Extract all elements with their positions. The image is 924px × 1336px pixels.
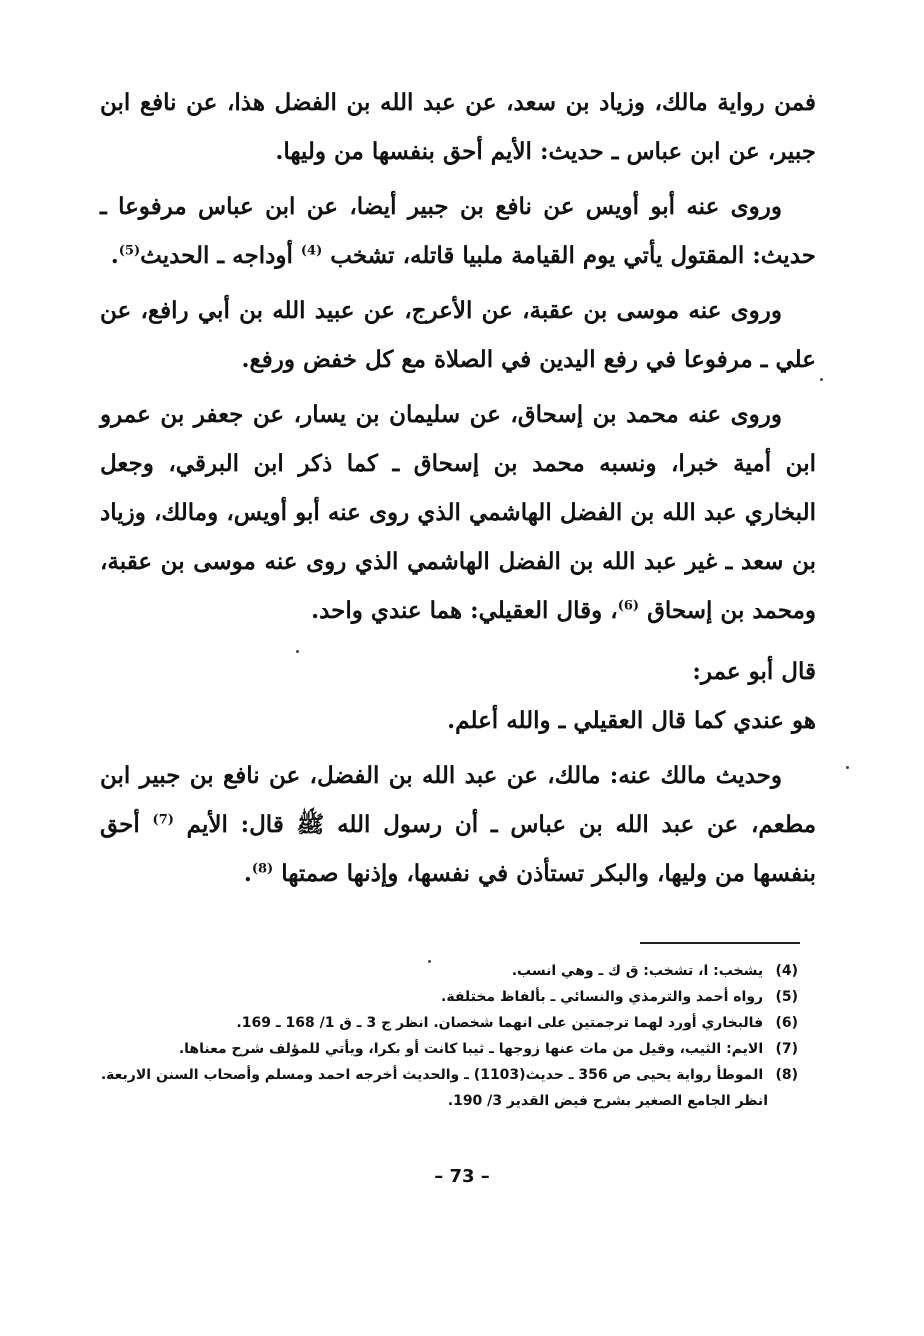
main-text bbox=[100, 78, 816, 904]
footnote-ref-6[interactable]: (6) bbox=[617, 598, 640, 614]
footnote-ref-5[interactable]: (5) bbox=[118, 243, 141, 259]
footnote-4 bbox=[92, 958, 798, 984]
footnote-7 bbox=[92, 1036, 798, 1062]
scan-speck bbox=[846, 766, 849, 769]
footnote-8-continuation: انظر الجامع الصغير بشرح فيض القدير 3/ 190. bbox=[447, 1093, 768, 1109]
footnote-text: رواه أحمد والترمذي والنسائي ـ بألفاظ مختلفة. bbox=[441, 989, 764, 1005]
page-number: – 73 – bbox=[434, 1166, 490, 1187]
footnote-text: يشخب: ا، تشخب: ق ك ـ وهي انسب. bbox=[511, 963, 764, 979]
footnote-number: (4) bbox=[775, 963, 798, 979]
paragraph-5 bbox=[100, 751, 816, 898]
footnotes bbox=[92, 958, 798, 1114]
paragraph-1 bbox=[100, 78, 816, 176]
footnote-separator bbox=[640, 942, 800, 944]
paragraph-4-text-after: ، وقال العقيلي: هما عندي واحد. bbox=[311, 597, 618, 624]
paragraph-4-text-before: وروى عنه محمد بن إسحاق، عن سليمان بن يسار، عن جعفر بن عمرو ابن أمية خبرا، ونسبه محمد بن إسحاق ـ كما ذكر ابن البرقي، وجعل البخاري عبد الله بن الفضل الهاشمي الذي روى عنه أبو أويس، ومالك، وزياد بن سعد ـ غير عبد الله بن الفضل الهاشمي الذي روى عنه موسى بن عقبة، ومحمد بن إسحاق bbox=[100, 401, 816, 624]
footnote-ref-7[interactable]: (7) bbox=[152, 812, 174, 828]
footnote-ref-4[interactable]: (4) bbox=[300, 243, 323, 259]
paragraph-3 bbox=[100, 286, 816, 384]
paragraph-5-text-before: وحديث مالك عنه: مالك، عن عبد الله بن الفضل، عن نافع بن جبير ابن مطعم، عن عبد الله بن عباس ـ أن رسول الله ﷺ قال: الأيم bbox=[100, 762, 817, 838]
footnote-5 bbox=[92, 984, 798, 1010]
heading-line: هو عندي كما قال العقيلي ـ والله أعلم. bbox=[447, 707, 816, 734]
footnote-8 bbox=[92, 1062, 798, 1088]
paragraph-2-text-before: وروى عنه أبو أويس عن نافع بن جبير أيضا، عن ابن عباس مرفوعا ـ حديث: المقتول يأتي يوم القيامة ملبيا قاتله، تشخب bbox=[100, 193, 816, 269]
scan-speck bbox=[296, 650, 299, 653]
paragraph-5-text-middle: أحق بنفسها من وليها، والبكر تستأذن في نفسها، وإذنها صمتها bbox=[100, 811, 816, 887]
footnote-number: (5) bbox=[775, 989, 798, 1005]
footnote-text: الموطأ رواية يحيى ص 356 ـ حديث(1103) ـ والحديث أخرجه احمد ومسلم وأصحاب السنن الاربعة. bbox=[100, 1067, 764, 1083]
footnote-ref-8[interactable]: (8) bbox=[251, 861, 274, 877]
paragraph-1-text: فمن رواية مالك، وزياد بن سعد، عن عبد الله بن الفضل هذا، عن نافع ابن جبير، عن ابن عباس ـ حديث: الأيم أحق بنفسها من وليها. bbox=[100, 89, 816, 165]
scan-speck bbox=[820, 378, 823, 381]
paragraph-5-text-after: . bbox=[243, 860, 252, 887]
footnote-number: (8) bbox=[775, 1067, 798, 1083]
paragraph-3-text: وروى عنه موسى بن عقبة، عن الأعرج، عن عبيد الله بن أبي رافع، عن علي ـ مرفوعا في رفع اليدين في الصلاة مع كل خفض ورفع. bbox=[100, 297, 816, 373]
footnote-number: (6) bbox=[775, 1015, 798, 1031]
paragraph-2 bbox=[100, 182, 816, 280]
section-heading: قال أبو عمر: bbox=[692, 658, 816, 685]
footnote-number: (7) bbox=[775, 1041, 798, 1057]
scan-speck bbox=[428, 960, 431, 963]
paragraph-2-text-middle: أوداجه ـ الحديث bbox=[140, 242, 293, 269]
footnote-6 bbox=[92, 1010, 798, 1036]
paragraph-4 bbox=[100, 390, 816, 635]
footnote-text: الايم: الثيب، وقيل من مات عنها زوجها ـ ثيبا كانت أو بكرا، ويأتي للمؤلف شرح معناها. bbox=[178, 1041, 764, 1057]
footnote-text: فالبخاري أورد لهما ترجمتين على انهما شخصان. انظر ج 3 ـ ق 1/ 168 ـ 169. bbox=[236, 1015, 764, 1031]
paragraph-2-text-after: . bbox=[110, 242, 119, 269]
